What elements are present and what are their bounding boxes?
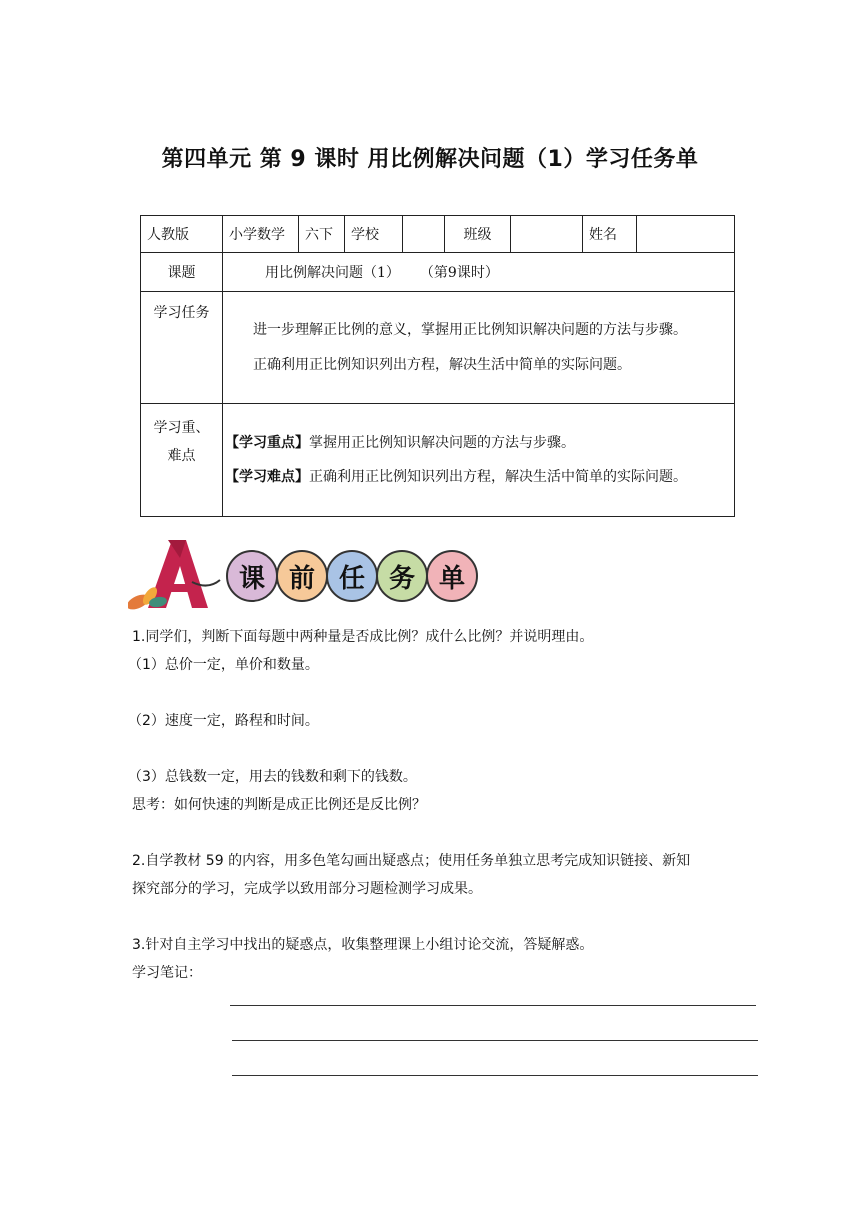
topic-period: （第9课时） bbox=[419, 265, 499, 281]
question-3: 3.针对自主学习中找出的疑惑点，收集整理课上小组讨论交流，答疑解惑。 bbox=[132, 937, 594, 953]
school-label: 学校 bbox=[345, 216, 403, 253]
question-1-item-1: （1）总价一定，单价和数量。 bbox=[128, 657, 319, 673]
banner-char-1: 课 bbox=[226, 550, 278, 602]
table-row bbox=[141, 216, 735, 253]
note-line[interactable] bbox=[232, 1075, 758, 1076]
banner-char-5: 单 bbox=[426, 550, 478, 602]
note-line[interactable] bbox=[230, 1005, 756, 1006]
question-2-line-1: 2.自学教材 59 的内容，用多色笔勾画出疑惑点；使用任务单独立思考完成知识链接、新知 bbox=[132, 853, 691, 869]
key-label: 学习重、难点 bbox=[141, 404, 223, 517]
table-row bbox=[141, 292, 735, 404]
table-row bbox=[141, 404, 735, 517]
topic-value-cell bbox=[223, 253, 735, 292]
task-cell bbox=[223, 292, 735, 404]
subject-cell: 小学数学 bbox=[223, 216, 299, 253]
question-2-line-2: 探究部分的学习，完成学以致用部分习题检测学习成果。 bbox=[132, 881, 482, 897]
key-tag: 【学习重点】 bbox=[225, 435, 309, 451]
question-1: 1.同学们，判断下面每题中两种量是否成比例？成什么比例？并说明理由。 bbox=[132, 629, 594, 645]
school-field[interactable] bbox=[403, 216, 445, 253]
difficulty-point bbox=[225, 460, 734, 494]
name-label: 姓名 bbox=[583, 216, 637, 253]
key-point bbox=[225, 426, 734, 460]
key-cell bbox=[223, 404, 735, 517]
pre-class-banner bbox=[128, 536, 488, 612]
letter-a-logo bbox=[128, 536, 224, 612]
note-line[interactable] bbox=[232, 1040, 758, 1041]
class-field[interactable] bbox=[511, 216, 583, 253]
task-para-1: 进一步理解正比例的意义，掌握用正比例知识解决问题的方法与步骤。 bbox=[253, 321, 687, 338]
question-1-item-2: （2）速度一定，路程和时间。 bbox=[128, 713, 319, 729]
table-row bbox=[141, 253, 735, 292]
question-1-item-3: （3）总钱数一定，用去的钱数和剩下的钱数。 bbox=[128, 769, 417, 785]
difficulty-text: 正确利用正比例知识列出方程，解决生活中简单的实际问题。 bbox=[309, 469, 687, 485]
page-title: 第四单元 第 9 课时 用比例解决问题（1）学习任务单 bbox=[161, 147, 699, 172]
difficulty-tag: 【学习难点】 bbox=[225, 469, 309, 485]
edition-cell: 人教版 bbox=[141, 216, 223, 253]
banner-char-4: 务 bbox=[376, 550, 428, 602]
banner-char-3: 任 bbox=[326, 550, 378, 602]
task-para-2: 正确利用正比例知识列出方程，解决生活中简单的实际问题。 bbox=[253, 356, 631, 373]
topic-value: 用比例解决问题（1） bbox=[265, 265, 400, 281]
name-field[interactable] bbox=[637, 216, 735, 253]
think-prompt: 思考：如何快速的判断是成正比例还是反比例？ bbox=[132, 797, 426, 813]
grade-cell: 六下 bbox=[299, 216, 345, 253]
banner-char-2: 前 bbox=[276, 550, 328, 602]
key-text: 掌握用正比例知识解决问题的方法与步骤。 bbox=[309, 435, 575, 451]
task-label: 学习任务 bbox=[141, 292, 223, 404]
class-label: 班级 bbox=[445, 216, 511, 253]
info-table bbox=[140, 215, 735, 517]
notes-label: 学习笔记： bbox=[132, 965, 202, 981]
topic-label: 课题 bbox=[141, 253, 223, 292]
